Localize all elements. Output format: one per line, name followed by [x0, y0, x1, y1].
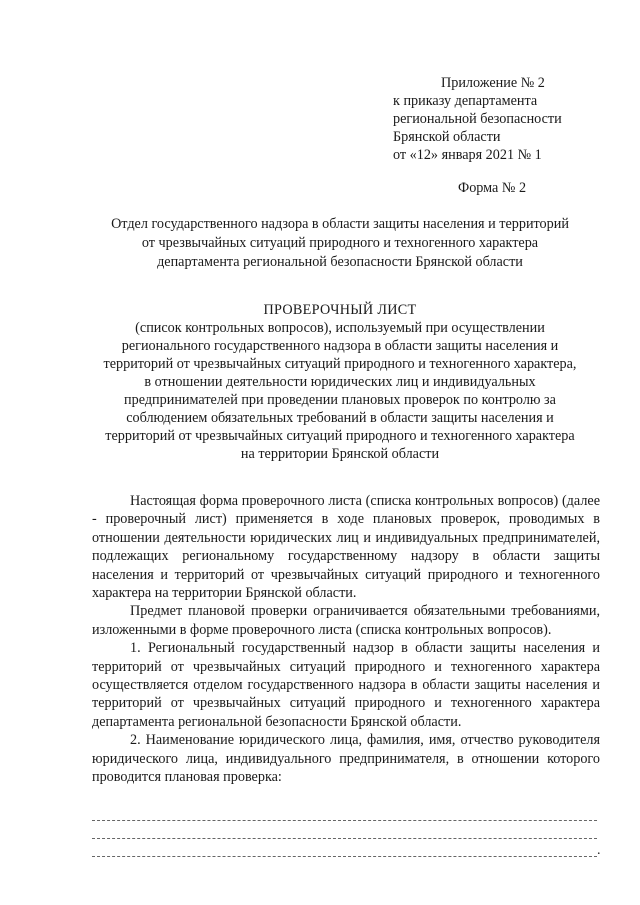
- appendix-date-line: от «12» января 2021 № 1: [393, 147, 542, 163]
- checklist-heading: [80, 301, 600, 463]
- fill-in-line: [92, 838, 597, 839]
- form-number: Форма № 2: [458, 180, 527, 196]
- heading-line: на территории Брянской области: [240, 446, 440, 462]
- heading-line: в отношении деятельности юридических лиц и индивидуальных: [144, 374, 536, 390]
- appendix-line: к приказу департамента: [393, 93, 538, 109]
- department-line: от чрезвычайных ситуаций природного и техногенного характера: [141, 235, 539, 251]
- appendix-block: [393, 74, 562, 164]
- appendix-title: Приложение № 2: [441, 75, 545, 91]
- checklist-title: ПРОВЕРОЧНЫЙ ЛИСТ: [263, 302, 417, 318]
- heading-line: территорий от чрезвычайных ситуаций природного и техногенного характера: [105, 428, 575, 444]
- paragraph-subject: Предмет плановой проверки ограничивается обязательными требованиями, изложенными в форме проверочного листа (списка контрольных вопросов).: [92, 603, 600, 638]
- department-block: [80, 215, 600, 272]
- heading-line: территорий от чрезвычайных ситуаций природного и техногенного характера,: [103, 356, 577, 372]
- paragraph-intro: Настоящая форма проверочного листа (списка контрольных вопросов) (далее - проверочный лист) применяется в ходе плановых проверок, проводимых в отношении деятельности юридических лиц и индивидуальных предпринимателей, подлежащих региональному государственному надзору в области защиты населения и территорий от чрезвычайных ситуаций природного и техногенного характера на территории Брянской области.: [92, 493, 600, 602]
- heading-line: соблюдением обязательных требований в области защиты населения и: [126, 410, 554, 426]
- heading-line: (список контрольных вопросов), используемый при осуществлении: [135, 320, 545, 336]
- fill-in-line: [92, 856, 597, 857]
- appendix-line: Брянской области: [393, 129, 501, 145]
- fill-in-line: [92, 820, 597, 821]
- department-line: Отдел государственного надзора в области защиты населения и территорий: [111, 216, 569, 232]
- heading-line: предпринимателей при проведении плановых проверок по контролю за: [124, 392, 556, 408]
- department-line: департамента региональной безопасности Брянской области: [157, 254, 523, 270]
- heading-line: регионального государственного надзора в области защиты населения и: [121, 338, 559, 354]
- body-text: [92, 492, 600, 787]
- paragraph-item-2: 2. Наименование юридического лица, фамилия, имя, отчество руководителя юридического лица, индивидуального предпринимателя, в отношении которого проводится плановая проверка:: [92, 732, 600, 786]
- paragraph-item-1: 1. Региональный государственный надзор в области защиты населения и территорий от чрезвычайных ситуаций природного и техногенного характера осуществляется отделом государственного надзора в области защиты населения и территорий от чрезвычайных ситуаций природного и техногенного характера департамента региональной безопасности Брянской области.: [92, 640, 600, 730]
- fill-end-period: .: [597, 843, 601, 858]
- appendix-line: региональной безопасности: [393, 111, 562, 127]
